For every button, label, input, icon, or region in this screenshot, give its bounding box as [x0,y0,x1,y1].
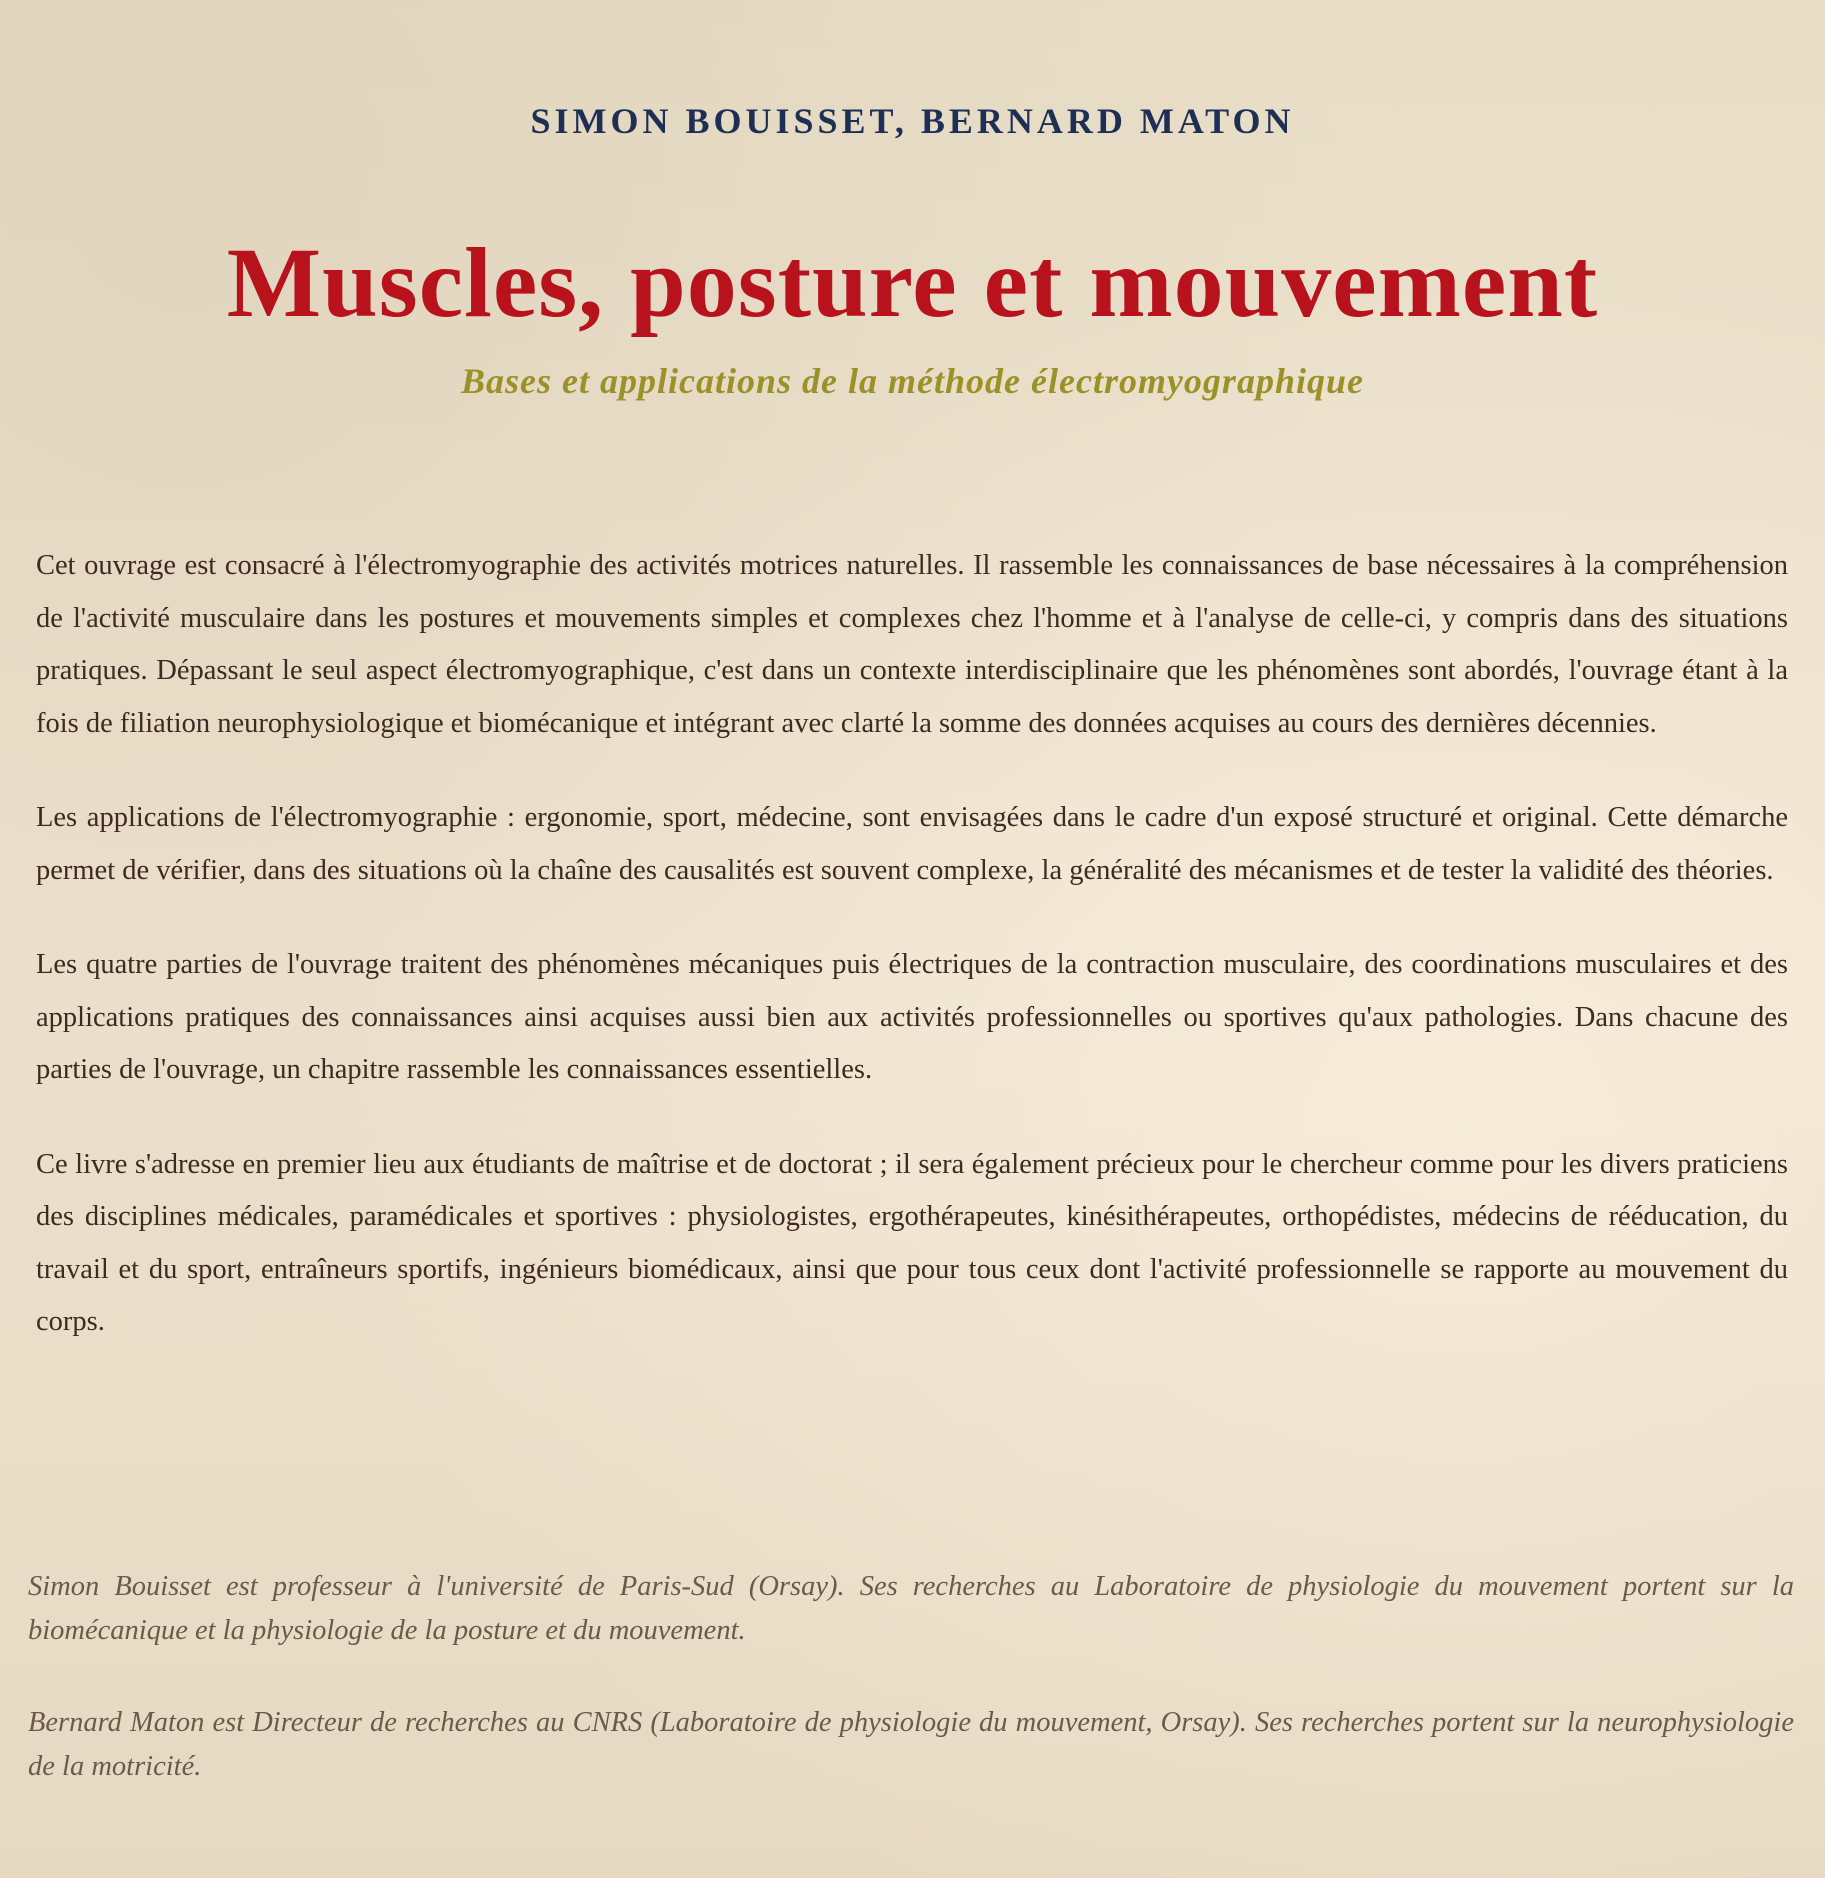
description-paragraph: Les quatre parties de l'ouvrage traitent des phénomènes mécaniques puis électriques de la contraction musculaire, des coordinations musculaires et des applications pratiques des connaissances ainsi acquises aussi bien aux activités professionnelles ou sportives qu'aux pathologies. Dans chacune des parties de l'ouvrage, un chapitre rassemble les connaissances essentielles. [36,949,1788,1085]
book-authors: SIMON BOUISSET, BERNARD MATON [530,101,1295,141]
author-bio-maton: Bernard Maton est Directeur de recherches au CNRS (Laboratoire de physiologie du mouvement, Orsay). Ses recherches portent sur la neurophysiologie de la motricité. [28,1707,1794,1782]
book-title: Muscles, posture et mouvement [226,227,1599,338]
description-paragraph: Cet ouvrage est consacré à l'électromyographie des activités motrices naturelles. Il rassemble les connaissances de base nécessaires à la compréhension de l'activité musculaire dans les postures et mouvements simples et complexes chez l'homme et à l'analyse de celle-ci, y compris dans des situations pratiques. Dépassant le seul aspect électromyographique, c'est dans un contexte interdisciplinaire que les phénomènes sont abordés, l'ouvrage étant à la fois de filiation neurophysiologique et biomécanique et intégrant avec clarté la somme des données acquises au cours des dernières décennies. [36,550,1788,739]
book-subtitle: Bases et applications de la méthode électromyographique [461,361,1364,401]
description-paragraph: Ce livre s'adresse en premier lieu aux étudiants de maîtrise et de doctorat ; il sera également précieux pour le chercheur comme pour les divers praticiens des disciplines médicales, paramédicales et sportives : physiologistes, ergothérapeutes, kinésithérapeutes, orthopédistes, médecins de rééducation, du travail et du sport, entraîneurs sportifs, ingénieurs biomédicaux, ainsi que pour tous ceux dont l'activité professionnelle se rapporte au mouvement du corps. [36,1148,1788,1337]
book-description [36,540,1788,1391]
author-bio-bouisset: Simon Bouisset est professeur à l'université de Paris-Sud (Orsay). Ses recherches au Laboratoire de physiologie du mouvement portent sur la biomécanique et la physiologie de la posture et du mouvement. [28,1571,1794,1646]
description-paragraph: Les applications de l'électromyographie : ergonomie, sport, médecine, sont envisagées dans le cadre d'un exposé structuré et original. Cette démarche permet de vérifier, dans des situations où la chaîne des causalités est souvent complexe, la généralité des mécanismes et de tester la validité des théories. [36,802,1788,886]
author-bios [28,1565,1794,1837]
